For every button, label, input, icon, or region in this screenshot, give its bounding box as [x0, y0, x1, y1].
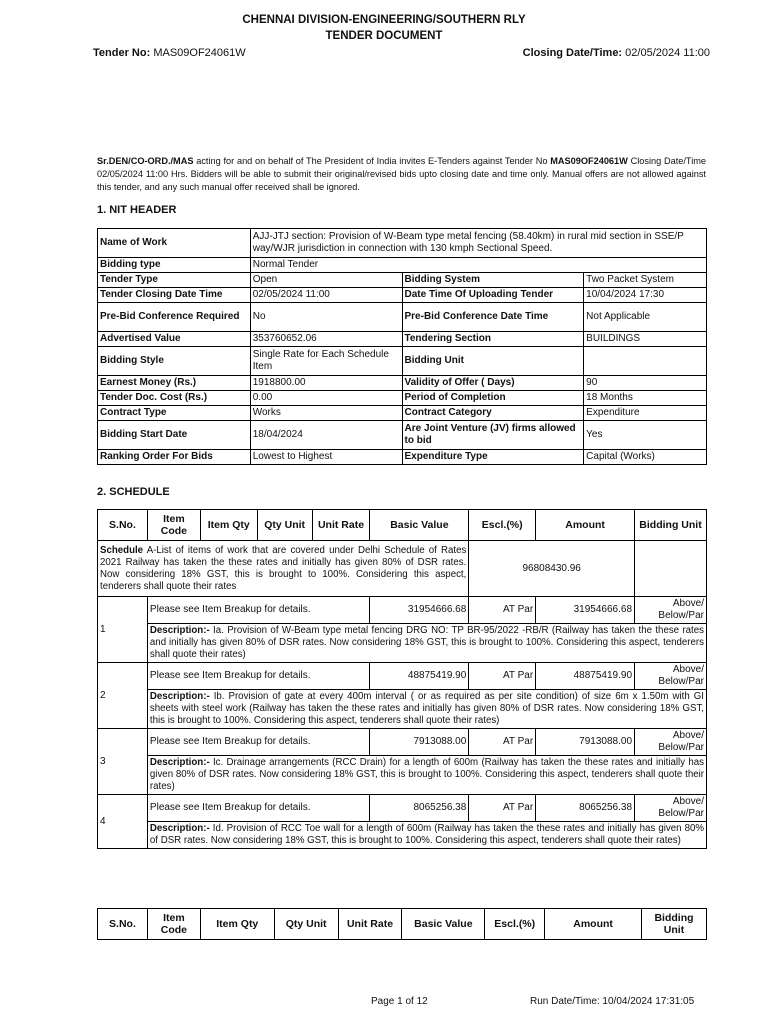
nit-key: Validity of Offer ( Days) [402, 376, 584, 391]
nit-row [98, 332, 707, 347]
intro-text-2: Closing Date/Time 02/05/2024 11:00 Hrs. Bidders will be able to submit their original/revised bids upto closing date and time only. Manual offers are not allowed against this tender, and any such manual offer received shall be ignored. [97, 156, 706, 193]
nit-key: Ranking Order For Bids [98, 450, 251, 465]
nit-key: Contract Category [402, 406, 584, 421]
nit-value: 0.00 [250, 391, 402, 406]
nit-key: Period of Completion [402, 391, 584, 406]
nit-key: Tender Closing Date Time [98, 288, 251, 303]
nit-row-bidding-type [98, 258, 707, 273]
nit-header-table [97, 228, 707, 465]
document-subtitle: TENDER DOCUMENT [325, 30, 443, 42]
column-header: Basic Value [402, 909, 485, 940]
schedule-header-row [98, 909, 707, 940]
item-text: Please see Item Breakup for details. [147, 663, 370, 690]
nit-value: 10/04/2024 17:30 [584, 288, 707, 303]
item-amount: 31954666.68 [536, 597, 635, 624]
document-title: CHENNAI DIVISION-ENGINEERING/SOUTHERN RLY [242, 14, 526, 26]
nit-row [98, 288, 707, 303]
page-number: Page 1 of 12 [371, 996, 428, 1007]
item-basic-value: 7913088.00 [370, 729, 469, 756]
section-heading-nit: 1. NIT HEADER [97, 204, 177, 216]
item-description [147, 690, 706, 729]
item-amount: 8065256.38 [536, 795, 635, 822]
nit-key: Bidding type [98, 258, 251, 273]
nit-row [98, 391, 707, 406]
column-header: Qty Unit [274, 909, 338, 940]
column-header: Unit Rate [312, 510, 370, 541]
schedule-group-row [98, 541, 707, 597]
schedule-label: Schedule [100, 544, 144, 556]
item-escalation: AT Par [469, 729, 536, 756]
description-text: Ic. Drainage arrangements (RCC Drain) for a length of 600m (Railway has taken the these rates and initially has given 80% of DSR rates. Now considering 18% GST, this is brought to 100%. Considering this aspect, tenderers shall quote their rates) [149, 757, 704, 792]
schedule-group-amount: 96808430.96 [469, 541, 635, 597]
schedule-item-row [98, 663, 707, 690]
column-header: Item Code [147, 510, 200, 541]
nit-key: Bidding Start Date [98, 421, 251, 450]
nit-value: Open [250, 273, 402, 288]
item-escalation: AT Par [469, 597, 536, 624]
closing-datetime [523, 47, 710, 59]
nit-value: Two Packet System [584, 273, 707, 288]
item-escalation: AT Par [469, 663, 536, 690]
nit-row [98, 421, 707, 450]
nit-key: Bidding System [402, 273, 584, 288]
tender-number-value: MAS09OF24061W [153, 47, 246, 59]
description-label: Description:- [149, 691, 210, 702]
nit-value: 90 [584, 376, 707, 391]
item-sno: 4 [98, 795, 148, 849]
item-bidding-unit: Above/ Below/Par [635, 795, 707, 822]
item-text: Please see Item Breakup for details. [147, 597, 370, 624]
column-header: S.No. [98, 909, 148, 940]
nit-key: Advertised Value [98, 332, 251, 347]
nit-key: Expenditure Type [402, 450, 584, 465]
nit-key: Tender Type [98, 273, 251, 288]
tender-number [93, 47, 246, 59]
nit-value: Single Rate for Each Schedule Item [250, 347, 402, 376]
nit-key: Contract Type [98, 406, 251, 421]
nit-value: AJJ-JTJ section: Provision of W-Beam type metal fencing (58.40km) in rural mid section in SSE/P way/WJR jurisdiction in connection with 130 kmph Sectional Speed. [250, 229, 706, 258]
description-label: Description:- [149, 757, 210, 768]
item-basic-value: 8065256.38 [370, 795, 469, 822]
nit-key: Pre-Bid Conference Required [98, 303, 251, 332]
nit-key: Bidding Style [98, 347, 251, 376]
nit-value: Lowest to Highest [250, 450, 402, 465]
item-sno: 2 [98, 663, 148, 729]
nit-value: 18/04/2024 [250, 421, 402, 450]
nit-row [98, 273, 707, 288]
description-text: Id. Provision of RCC Toe wall for a length of 600m (Railway has taken the these rates and initially has given 80% of DSR rates. Now considering 18% GST, this is brought to 100%. Considering this aspect, tenderers shall quote their rates) [149, 823, 704, 846]
item-description [147, 756, 706, 795]
item-description [147, 624, 706, 663]
description-text: Ia. Provision of W-Beam type metal fencing DRG NO: TP BR-95/2022 -RB/R (Railway has taken the these rates and initially has given 80% of DSR rates. Now considering 18% GST, this is brought to 100%. Considering this aspect, tenderers shall quote their rates) [149, 625, 704, 660]
column-header: Unit Rate [338, 909, 402, 940]
description-label: Description:- [149, 625, 210, 636]
item-amount: 7913088.00 [536, 729, 635, 756]
nit-row [98, 450, 707, 465]
run-datetime: Run Date/Time: 10/04/2024 17:31:05 [530, 996, 695, 1007]
section-heading-schedule: 2. SCHEDULE [97, 486, 170, 498]
nit-key: Earnest Money (Rs.) [98, 376, 251, 391]
column-header: S.No. [98, 510, 148, 541]
column-header: Escl.(%) [485, 909, 545, 940]
column-header: Bidding Unit [642, 909, 707, 940]
schedule-item-row [98, 729, 707, 756]
item-basic-value: 31954666.68 [370, 597, 469, 624]
nit-key: Tendering Section [402, 332, 584, 347]
nit-row [98, 406, 707, 421]
schedule-table-repeat-header [97, 908, 707, 940]
column-header: Bidding Unit [635, 510, 707, 541]
item-escalation: AT Par [469, 795, 536, 822]
nit-value: 18 Months [584, 391, 707, 406]
item-sno: 1 [98, 597, 148, 663]
nit-row-name-of-work [98, 229, 707, 258]
intro-authority: Sr.DEN/CO-ORD./MAS [97, 156, 194, 166]
schedule-group-text [98, 541, 469, 597]
nit-value: Yes [584, 421, 707, 450]
item-sno: 3 [98, 729, 148, 795]
nit-value: Works [250, 406, 402, 421]
column-header: Basic Value [370, 510, 469, 541]
schedule-header-row [98, 510, 707, 541]
schedule-item-description-row [98, 756, 707, 795]
nit-key: Name of Work [98, 229, 251, 258]
schedule-group-unit [635, 541, 707, 597]
item-amount: 48875419.90 [536, 663, 635, 690]
nit-value: 353760652.06 [250, 332, 402, 347]
nit-value: 02/05/2024 11:00 [250, 288, 402, 303]
column-header: Qty Unit [257, 510, 312, 541]
nit-value: Capital (Works) [584, 450, 707, 465]
column-header: Escl.(%) [469, 510, 536, 541]
item-text: Please see Item Breakup for details. [147, 795, 370, 822]
schedule-item-description-row [98, 690, 707, 729]
nit-key: Are Joint Venture (JV) firms allowed to bid [402, 421, 584, 450]
column-header: Item Code [147, 909, 200, 940]
nit-row [98, 347, 707, 376]
schedule-table [97, 509, 707, 849]
closing-datetime-label: Closing Date/Time: [522, 47, 623, 59]
tender-number-label: Tender No: [93, 47, 151, 59]
item-description [147, 822, 706, 849]
nit-row [98, 303, 707, 332]
intro-paragraph [97, 155, 706, 195]
nit-value: Normal Tender [250, 258, 706, 273]
column-header: Amount [536, 510, 635, 541]
schedule-item-description-row [98, 822, 707, 849]
nit-value: Not Applicable [584, 303, 707, 332]
schedule-item-row [98, 795, 707, 822]
intro-text-1: acting for and on behalf of The President of India invites E-Tenders against Tender No [193, 156, 551, 166]
schedule-text: A-List of items of work that are covered under Delhi Schedule of Rates 2021 Railway has taken the these rates and initially has given 80% of DSR rates. Now considering 18% GST, this is brought to 100%. Considering this aspect, tenderers shall quote their rates [100, 544, 467, 592]
nit-value: No [250, 303, 402, 332]
description-label: Description:- [149, 823, 210, 834]
column-header: Item Qty [200, 510, 257, 541]
schedule-item-description-row [98, 624, 707, 663]
item-bidding-unit: Above/ Below/Par [635, 663, 707, 690]
nit-key: Bidding Unit [402, 347, 584, 376]
nit-row [98, 376, 707, 391]
column-header: Item Qty [200, 909, 274, 940]
item-text: Please see Item Breakup for details. [147, 729, 370, 756]
intro-tender-number: MAS09OF24061W [550, 156, 628, 166]
item-bidding-unit: Above/ Below/Par [635, 729, 707, 756]
item-bidding-unit: Above/ Below/Par [635, 597, 707, 624]
nit-key: Tender Doc. Cost (Rs.) [98, 391, 251, 406]
nit-key: Date Time Of Uploading Tender [402, 288, 584, 303]
description-text: Ib. Provision of gate at every 400m interval ( or as required as per site condition) of size 6m x 1.50m with GI sheets with steel work (Railway has taken the these rates and initially has given 80% of DSR rates. Now considering 18% GST, this is brought to 100%. Considering this aspect, tenderers shall quote their rates) [149, 691, 704, 726]
nit-value: Expenditure [584, 406, 707, 421]
nit-value [584, 347, 707, 376]
nit-key: Pre-Bid Conference Date Time [402, 303, 584, 332]
nit-value: BUILDINGS [584, 332, 707, 347]
schedule-item-row [98, 597, 707, 624]
nit-value: 1918800.00 [250, 376, 402, 391]
closing-datetime-value: 02/05/2024 11:00 [625, 47, 710, 59]
item-basic-value: 48875419.90 [370, 663, 469, 690]
column-header: Amount [545, 909, 642, 940]
